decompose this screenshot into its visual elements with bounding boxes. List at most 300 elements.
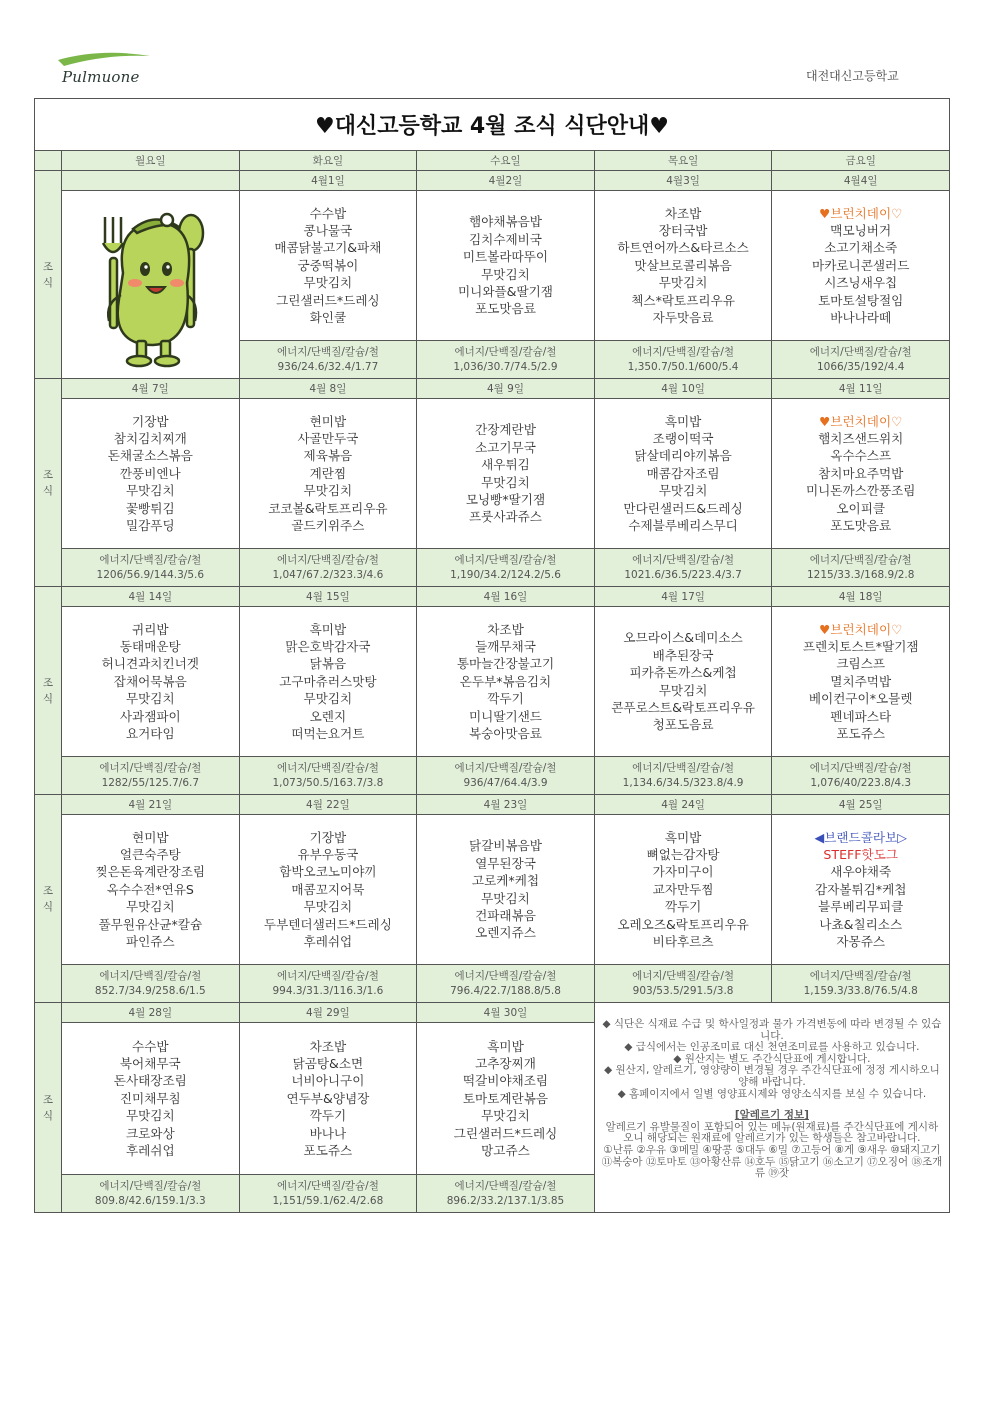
menu-item: 가자미구이 [652,864,714,880]
menu-item: 떡갈비야채조림 [462,1073,549,1089]
menu-item: 오렌지쥬스 [475,925,536,941]
menu-item: 제육볶음 [303,448,353,464]
nutrition-cell [772,341,950,379]
nutrition-values: 1,350.7/50.1/600/5.4 [627,360,739,373]
menu-item: 닭갈비볶음밥 [468,838,542,854]
date-row [35,379,950,399]
weekday-thu: 목요일 [594,151,772,171]
date-cell: 4월 9일 [417,379,595,399]
nutrition-cell [417,965,595,1003]
meal-type-char: 식 [42,484,54,497]
menu-cell [594,607,772,757]
nutrition-values: 1,076/40/223.8/4.3 [810,776,912,789]
date-cell: 4월 29일 [239,1003,417,1023]
menu-item: 토마토설탕절임 [818,292,904,308]
menu-item: ♥브런치데이♡ [819,413,903,429]
menu-cell [62,399,240,549]
menu-item: 무맛김치 [303,483,353,499]
menu-row [35,191,950,341]
meal-type-label [35,587,62,795]
menu-item: 너비아니구이 [291,1073,365,1089]
nutrition-values: 1021.6/36.5/223.4/3.7 [624,568,742,581]
nutrition-label: 에너지/단백질/칼슘/철 [632,761,735,774]
nutrition-label: 에너지/단백질/칼슘/철 [809,969,912,982]
menu-cell [594,399,772,549]
menu-item: 매콤감자조림 [646,465,720,481]
menu-item: 함박오코노미야끼 [279,864,377,880]
nutrition-cell [417,757,595,795]
menu-item: 시즈닝새우칩 [824,275,898,291]
menu-item: 소고기채소죽 [824,240,898,256]
menu-table [34,98,950,1213]
menu-item: 귀리밥 [132,621,169,637]
menu-item: 간장계란밥 [475,422,536,438]
menu-item: 미트볼라따뚜이 [462,249,549,265]
nutrition-cell [239,341,417,379]
menu-cell [239,399,417,549]
menu-item: 돈채굴소스볶음 [107,448,193,464]
menu-item: 장터국밥 [658,222,708,238]
menu-item: 새우튀김 [481,457,530,473]
menu-item: 열무된장국 [475,855,536,871]
menu-item: 후레쉬업 [303,934,353,950]
menu-cell [239,815,417,965]
menu-item: 진미채무침 [119,1090,181,1106]
date-row [35,171,950,191]
date-cell: 4월 23일 [417,795,595,815]
menu-item: 파인쥬스 [125,934,175,950]
menu-row [35,607,950,757]
menu-item: 풀무원유산균*칼슘 [98,916,203,932]
menu-item: 프렌치토스트*딸기잼 [802,638,919,654]
nutrition-label: 에너지/단백질/칼슘/철 [454,345,557,358]
date-cell: 4월 25일 [772,795,950,815]
menu-item: 만다린샐러드&드레싱 [623,500,743,516]
menu-item: 차조밥 [664,205,702,221]
menu-item: 모닝빵*딸기잼 [465,491,546,507]
menu-item: 북어채무국 [119,1055,181,1071]
menu-item: 망고쥬스 [481,1143,530,1159]
menu-cell [239,1023,417,1175]
menu-item: 김치수제비국 [468,231,542,247]
menu-item: 무맛김치 [481,474,530,490]
date-cell: 4월 30일 [417,1003,595,1023]
date-cell: 4월 10일 [594,379,772,399]
date-cell [62,171,240,191]
menu-item: 멸치주먹밥 [830,673,892,689]
nutrition-values: 1215/33.3/168.9/2.8 [806,568,915,581]
nutrition-values: 994.3/31.3/116.3/1.6 [272,984,384,997]
menu-item: 유부우동국 [297,846,359,862]
nutrition-label: 에너지/단백질/칼슘/철 [276,969,379,982]
menu-item: 찢은돈육계란장조림 [95,864,206,880]
nutrition-values: 852.7/34.9/258.6/1.5 [94,984,206,997]
date-cell: 4월 8일 [239,379,417,399]
menu-cell [417,815,595,965]
nutrition-label: 에너지/단백질/칼슘/철 [454,553,557,566]
nutrition-cell [772,965,950,1003]
nutrition-cell [772,757,950,795]
menu-item: 무맛김치 [125,1108,175,1124]
menu-item: 밀감푸딩 [125,518,175,534]
menu-item: 무맛김치 [125,899,175,915]
menu-cell [594,191,772,341]
meal-type-label [35,171,62,379]
nutrition-row [35,965,950,1003]
nutrition-cell [594,757,772,795]
nutrition-values: 936/47/64.4/3.9 [463,776,548,789]
date-row [35,795,950,815]
menu-cell [594,815,772,965]
menu-cell [417,607,595,757]
menu-item: 복숭아맛음료 [468,726,542,742]
menu-item: 옥수수전*연유S [106,881,194,897]
menu-item: 흑미밥 [664,413,702,429]
menu-item: 고구마츄러스맛탕 [279,673,377,689]
date-cell: 4월2일 [417,171,595,191]
date-row [35,1003,950,1023]
corner-cell [35,151,62,171]
nutrition-values: 1,190/34.2/124.2/5.6 [450,568,561,581]
menu-item: 오레오즈&락토프리우유 [617,916,749,932]
nutrition-cell [62,965,240,1003]
menu-item: 매콤닭불고기&파채 [274,240,382,256]
menu-cell [417,1023,595,1175]
brand-logo-text: Pulmuone [62,68,140,86]
menu-row [35,399,950,549]
menu-item: 토마토계란볶음 [462,1090,549,1106]
menu-item: 맛살브로콜리볶음 [634,257,732,273]
note-line: ◆ 홈페이지에서 일별 영양표시제와 영양소식지를 보실 수 있습니다. [617,1087,927,1100]
date-cell: 4월 15일 [239,587,417,607]
menu-item: 청포도음료 [652,717,714,733]
nutrition-values: 1,151/59.1/62.4/2.68 [272,1194,384,1207]
menu-item: 깍두기 [664,899,702,915]
nutrition-cell [62,757,240,795]
page-title: ♥대신고등학교 4월 조식 식단안내♥ [35,99,950,151]
nutrition-label: 에너지/단백질/칼슘/철 [454,761,557,774]
meal-type-char: 조 [42,1093,54,1106]
nutrition-values: 903/53.5/291.5/3.8 [632,984,734,997]
menu-item: 차조밥 [487,621,524,637]
weekday-fri: 금요일 [772,151,950,171]
meal-type-char: 조 [42,468,54,481]
menu-item: 콘푸로스트&락토프리우유 [611,699,755,715]
menu-item: 자몽쥬스 [836,934,886,950]
nutrition-row [35,757,950,795]
menu-item: 베이컨구이*오믈렛 [808,691,913,707]
menu-item: 허니견과치킨너겟 [101,656,199,672]
menu-item: 맑은호박감자국 [285,638,371,654]
menu-cell [62,607,240,757]
menu-item: 감자볼튀김*케첩 [814,881,907,897]
date-row [35,587,950,607]
menu-item: 무맛김치 [303,899,353,915]
menu-item: 무맛김치 [125,691,175,707]
menu-item: 첵스*락토프리우유 [631,292,735,308]
menu-item: 무맛김치 [658,682,708,698]
nutrition-label: 에너지/단백질/칼슘/철 [454,1179,557,1192]
meal-type-label [35,379,62,587]
date-cell: 4월 22일 [239,795,417,815]
menu-item: 요거타임 [125,726,175,742]
meal-type-label [35,1003,62,1213]
menu-item: 햄야채볶음밥 [468,214,542,230]
menu-item: 온두부*볶음김치 [459,673,552,689]
menu-item: 궁중떡볶이 [297,257,359,273]
nutrition-values: 1,036/30.7/74.5/2.9 [453,360,558,373]
menu-item: ◀브랜드콜라보▷ [814,829,907,845]
nutrition-label: 에너지/단백질/칼슘/철 [809,345,912,358]
date-cell: 4월1일 [239,171,417,191]
nutrition-cell [239,965,417,1003]
menu-cell [772,815,950,965]
menu-item: 돈사태장조림 [113,1073,187,1089]
menu-item: ♥브런치데이♡ [819,205,903,221]
menu-item: 후레쉬업 [125,1143,175,1159]
menu-item: 무맛김치 [481,890,530,906]
menu-item: 사과잼파이 [119,708,181,724]
menu-item: 흑미밥 [664,829,702,845]
nutrition-label: 에너지/단백질/칼슘/철 [809,761,912,774]
menu-item: 오이피클 [836,500,886,516]
nutrition-label: 에너지/단백질/칼슘/철 [632,553,735,566]
menu-item: 깍두기 [309,1108,347,1124]
menu-item: 교자만두찜 [652,881,714,897]
date-cell: 4월3일 [594,171,772,191]
nutrition-values: 1066/35/192/4.4 [816,360,905,373]
menu-item: 연두부&양념장 [286,1090,370,1106]
nutrition-values: 896.2/33.2/137.1/3.85 [446,1194,565,1207]
menu-item: 흑미밥 [309,621,347,637]
menu-item: 얼큰숙주탕 [119,846,181,862]
weekday-header-row [35,151,950,171]
menu-item: 들깨무채국 [475,638,536,654]
weekday-tue: 화요일 [239,151,417,171]
menu-item: 마카로니콘샐러드 [812,257,910,273]
menu-item: STEFF핫도그 [823,846,899,862]
menu-cell [239,607,417,757]
menu-item: 하트연어까스&타르소스 [617,240,749,256]
menu-item: 옥수수스프 [830,448,892,464]
menu-item: 수수밥 [132,1038,169,1054]
menu-item: 잡채어묵볶음 [113,673,187,689]
menu-item: 매콤꼬지어묵 [291,881,365,897]
menu-item: 크로와상 [125,1125,175,1141]
menu-item: 무맛김치 [658,483,708,499]
nutrition-cell [62,549,240,587]
note-line: ◆ 원산지는 별도 주간식단표에 게시합니다. [673,1052,871,1065]
nutrition-label: 에너지/단백질/칼슘/철 [276,553,379,566]
menu-item: 포도맛음료 [830,518,892,534]
menu-item: 고로케*케첩 [471,873,540,889]
date-cell: 4월 7일 [62,379,240,399]
notes-panel [594,1003,949,1213]
nutrition-values: 796.4/22.7/188.8/5.8 [450,984,561,997]
nutrition-label: 에너지/단백질/칼슘/철 [276,345,379,358]
meal-type-char: 식 [42,692,54,705]
date-cell: 4월4일 [772,171,950,191]
nutrition-cell [594,549,772,587]
nutrition-cell [239,549,417,587]
menu-item: 배추된장국 [652,647,714,663]
nutrition-label: 에너지/단백질/칼슘/철 [632,969,735,982]
nutrition-values: 1,134.6/34.5/323.8/4.9 [622,776,744,789]
pulmuone-mascot-icon [75,203,225,371]
nutrition-label: 에너지/단백질/칼슘/철 [99,969,202,982]
nutrition-cell [772,549,950,587]
menu-item: 무맛김치 [481,1108,530,1124]
nutrition-label: 에너지/단백질/칼슘/철 [632,345,735,358]
nutrition-values: 1206/56.9/144.3/5.6 [96,568,205,581]
nutrition-cell [594,341,772,379]
menu-item: 참치김치찌개 [113,430,187,446]
menu-item: 미니와플&딸기잼 [457,283,553,299]
menu-item: 기장밥 [132,413,169,429]
note-line: ◆ 급식에서는 인공조미료 대신 천연조미료를 사용하고 있습니다. [624,1041,920,1054]
date-cell: 4월 21일 [62,795,240,815]
menu-item: 조랭이떡국 [652,430,714,446]
menu-item: 수수밥 [309,205,347,221]
menu-item: 무맛김치 [303,691,353,707]
nutrition-cell [62,1175,240,1213]
menu-item: 소고기무국 [475,439,536,455]
meal-type-label [35,795,62,1003]
menu-cell [772,607,950,757]
date-cell: 4월 14일 [62,587,240,607]
menu-item: 꽃빵튀김 [125,500,175,516]
allergy-list: ①난류 ②우유 ③메밀 ④땅콩 ⑤대두 ⑥밀 ⑦고등어 ⑧게 ⑨새우 ⑩돼지고기 ⑪복숭아 ⑫토마토 ⑬아황산류 ⑭호두 ⑮닭고기 ⑯소고기 ⑰오징어 ⑱조개류 ⑲잣 [601,1143,943,1180]
menu-item: 햄치즈샌드위치 [818,430,904,446]
menu-item: 크림스프 [836,656,886,672]
menu-item: 현미밥 [309,413,347,429]
menu-item: 새우야채죽 [830,864,892,880]
weekday-mon: 월요일 [62,151,240,171]
menu-cell [772,191,950,341]
menu-item: 그린샐러드*드레싱 [453,1125,558,1141]
menu-cell [417,399,595,549]
nutrition-cell [417,341,595,379]
menu-item: 기장밥 [309,829,347,845]
menu-item: 닭곰탕&소면 [292,1055,364,1071]
nutrition-values: 1,047/67.2/323.3/4.6 [272,568,384,581]
menu-item: 수제블루베리스무디 [628,518,738,534]
meal-type-char: 식 [42,276,54,289]
menu-item: 블루베리무피클 [818,899,904,915]
menu-item: 고추장찌개 [475,1055,536,1071]
menu-item: 동태매운탕 [119,638,181,654]
note-line: ◆ 원산지, 알레르기, 영양량이 변경될 경우 주간식단표에 정정 게시하오니 양해 바랍니다. [604,1064,940,1088]
nutrition-label: 에너지/단백질/칼슘/철 [454,969,557,982]
menu-item: 차조밥 [309,1038,347,1054]
menu-item: 두부텐더샐러드*드레싱 [263,916,392,932]
menu-item: 프룻사과쥬스 [468,509,542,525]
menu-item: 무맛김치 [125,483,175,499]
menu-item: 닭볶음 [309,656,347,672]
menu-item: 깐풍비엔나 [119,465,181,481]
menu-item: 오므라이스&데미소스 [623,630,743,646]
menu-item: 코코볼&락토프리우유 [268,500,388,516]
nutrition-cell [239,757,417,795]
nutrition-cell [594,965,772,1003]
menu-item: 펜네파스타 [830,708,892,724]
nutrition-row [35,549,950,587]
nutrition-cell [239,1175,417,1213]
nutrition-label: 에너지/단백질/칼슘/철 [99,553,202,566]
menu-item: 맥모닝버거 [830,222,892,238]
menu-cell [62,1023,240,1175]
menu-item: 참치마요주먹밥 [818,465,904,481]
menu-row [35,815,950,965]
menu-item: 무맛김치 [481,266,530,282]
menu-item: 오렌지 [309,708,347,724]
date-cell: 4월 11일 [772,379,950,399]
date-cell: 4월 24일 [594,795,772,815]
allergy-desc: 알레르기 유발물질이 포함되어 있는 메뉴(원재료)를 주간식단표에 게시하오니 해당되는 원재료에 알레르기가 있는 학생들은 참고바랍니다. [605,1120,939,1145]
menu-cell [239,191,417,341]
allergy-title: [알레르기 정보] [734,1109,809,1122]
note-line: ◆ 식단은 식재료 수급 및 학사일정과 물가 가격변동에 따라 변경될 수 있습니다. [602,1018,942,1042]
nutrition-values: 1,073/50.5/163.7/3.8 [272,776,384,789]
nutrition-label: 에너지/단백질/칼슘/철 [809,553,912,566]
nutrition-label: 에너지/단백질/칼슘/철 [276,1179,379,1192]
nutrition-label: 에너지/단백질/칼슘/철 [99,761,202,774]
menu-item: 건파래볶음 [475,907,536,923]
date-cell: 4월 28일 [62,1003,240,1023]
menu-item: 사골만두국 [297,430,359,446]
menu-item: 흑미밥 [487,1038,524,1054]
nutrition-values: 1,159.3/33.8/76.5/4.8 [803,984,918,997]
menu-item: 포도쥬스 [836,726,886,742]
date-cell: 4월 16일 [417,587,595,607]
meal-type-char: 조 [42,676,54,689]
menu-item: 미니돈까스깐풍조림 [805,483,916,499]
nutrition-values: 809.8/42.6/159.1/3.3 [94,1194,206,1207]
menu-item: 뼈없는감자탕 [646,846,720,862]
menu-item: 닭살데리야끼볶음 [634,448,732,464]
menu-item: 현미밥 [132,829,169,845]
menu-item: 바나나 [309,1125,347,1141]
menu-item: 바나나라떼 [830,310,892,326]
menu-cell [772,399,950,549]
menu-cell [62,815,240,965]
meal-type-char: 조 [42,260,54,273]
nutrition-label: 에너지/단백질/칼슘/철 [276,761,379,774]
school-name: 대전대신고등학교 [806,69,899,83]
menu-item: 계란찜 [309,465,347,481]
meal-type-char: 식 [42,1109,54,1122]
menu-item: ♥브런치데이♡ [819,621,903,637]
menu-item: 그린샐러드*드레싱 [276,292,380,308]
nutrition-values: 936/24.6/32.4/1.77 [277,360,379,373]
menu-item: 미니딸기샌드 [468,708,542,724]
meal-type-char: 식 [42,900,54,913]
menu-item: 자두맛음료 [652,310,714,326]
menu-item: 무맛김치 [303,275,353,291]
date-cell: 4월 18일 [772,587,950,607]
menu-item: 골드키위주스 [291,518,365,534]
menu-cell [417,191,595,341]
nutrition-label: 에너지/단백질/칼슘/철 [99,1179,202,1192]
menu-item: 떠먹는요거트 [291,726,365,742]
nutrition-values: 1282/55/125.7/6.7 [101,776,200,789]
menu-item: 비타후르츠 [652,934,714,950]
nutrition-cell [417,1175,595,1213]
menu-item: 깍두기 [487,691,524,707]
menu-item: 무맛김치 [658,275,708,291]
menu-item: 콩나물국 [303,222,353,238]
nutrition-cell [417,549,595,587]
